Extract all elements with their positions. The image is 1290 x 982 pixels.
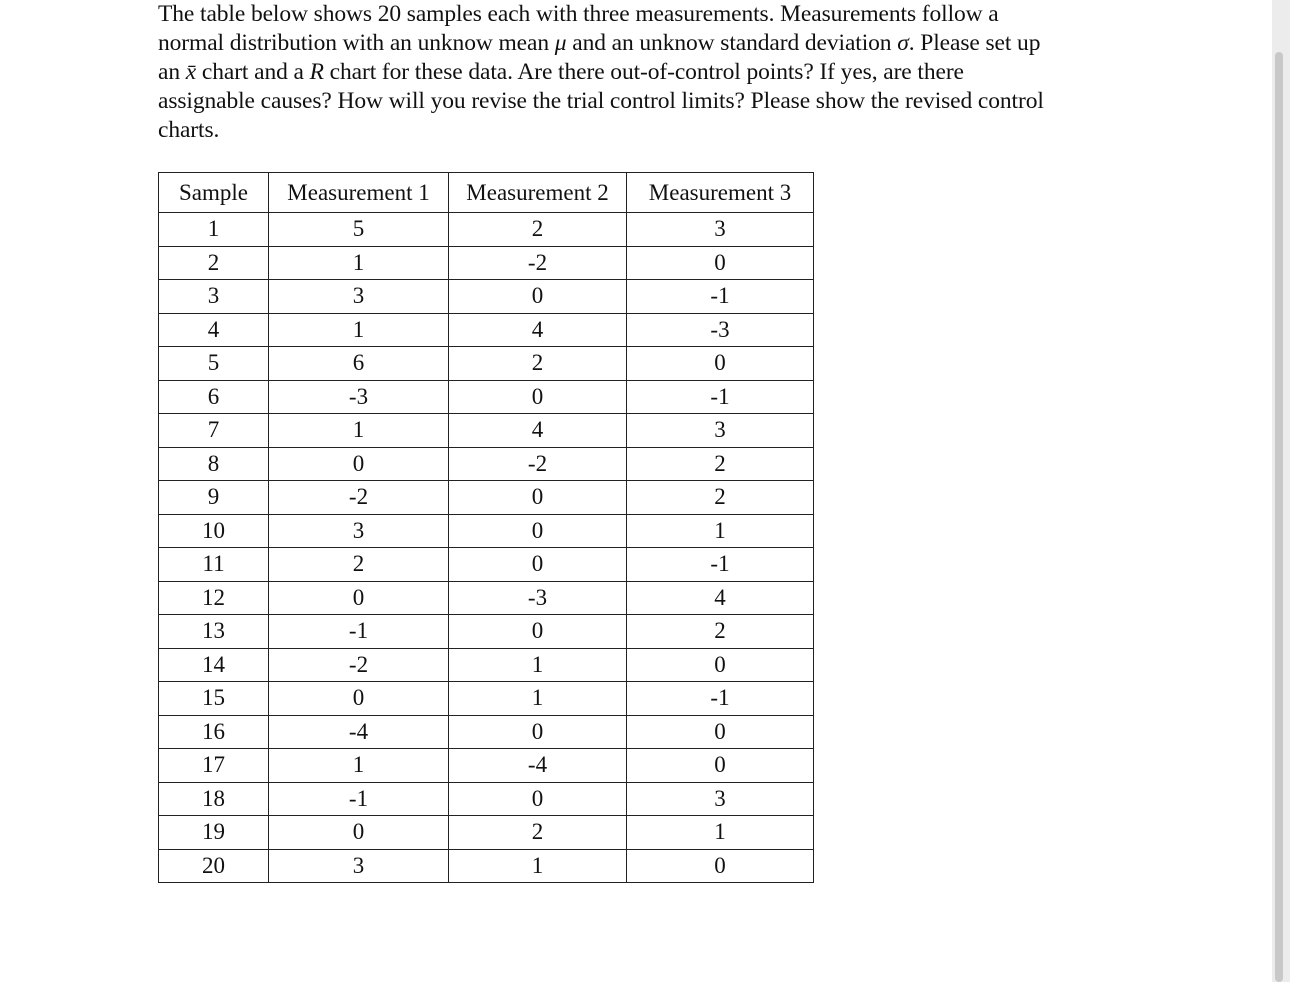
table-row: [159, 682, 814, 716]
measurement-3-cell: 0: [627, 849, 814, 883]
measurement-3-cell: -1: [627, 548, 814, 582]
measurement-2-cell: 1: [449, 648, 627, 682]
table-row: [159, 816, 814, 850]
measurement-3-cell: 0: [627, 347, 814, 381]
measurement-2-cell: 0: [449, 615, 627, 649]
measurement-1-cell: 1: [269, 313, 449, 347]
measurement-1-cell: -1: [269, 782, 449, 816]
table-row: [159, 313, 814, 347]
table-row: [159, 514, 814, 548]
measurement-3-cell: 3: [627, 782, 814, 816]
measurement-1-cell: 3: [269, 849, 449, 883]
measurement-3-cell: 0: [627, 715, 814, 749]
sample-cell: 13: [159, 615, 269, 649]
question-text: [158, 0, 1148, 145]
sigma-symbol: σ: [897, 30, 909, 56]
table-row: [159, 380, 814, 414]
measurement-2-cell: -4: [449, 749, 627, 783]
measurement-2-cell: 1: [449, 849, 627, 883]
question-line-2b: and an unknow standard deviation: [566, 30, 898, 56]
measurement-2-cell: 0: [449, 280, 627, 314]
measurement-3-cell: 4: [627, 581, 814, 615]
measurement-1-cell: 3: [269, 280, 449, 314]
measurement-1-cell: -4: [269, 715, 449, 749]
sample-cell: 20: [159, 849, 269, 883]
sample-cell: 5: [159, 347, 269, 381]
mu-symbol: μ: [554, 30, 567, 56]
measurement-1-cell: 1: [269, 246, 449, 280]
table-row: [159, 213, 814, 247]
measurement-2-cell: 1: [449, 682, 627, 716]
sample-cell: 11: [159, 548, 269, 582]
measurement-1-cell: -1: [269, 615, 449, 649]
measurement-3-cell: 2: [627, 615, 814, 649]
sample-cell: 18: [159, 782, 269, 816]
measurement-1-cell: 0: [269, 447, 449, 481]
sample-cell: 4: [159, 313, 269, 347]
question-line-5: charts.: [158, 117, 220, 143]
measurement-2-cell: -3: [449, 581, 627, 615]
measurement-1-cell: 3: [269, 514, 449, 548]
sample-cell: 9: [159, 481, 269, 515]
measurement-3-cell: 0: [627, 749, 814, 783]
measurement-3-cell: 3: [627, 414, 814, 448]
table-row: [159, 280, 814, 314]
measurement-3-cell: -3: [627, 313, 814, 347]
xbar-symbol: x̄: [185, 59, 197, 85]
measurement-1-cell: 6: [269, 347, 449, 381]
sample-cell: 16: [159, 715, 269, 749]
question-line-2a: normal distribution with an unknow mean: [158, 30, 555, 56]
sample-cell: 19: [159, 816, 269, 850]
measurements-table: [158, 172, 814, 883]
question-line-3a: an: [158, 59, 186, 85]
measurement-2-cell: 0: [449, 514, 627, 548]
table-row: [159, 849, 814, 883]
measurement-2-cell: 0: [449, 380, 627, 414]
header-measurement-3: Measurement 3: [627, 173, 814, 213]
measurement-3-cell: 2: [627, 481, 814, 515]
header-measurement-1: Measurement 1: [269, 173, 449, 213]
measurement-1-cell: -3: [269, 380, 449, 414]
measurement-3-cell: -1: [627, 280, 814, 314]
sample-cell: 2: [159, 246, 269, 280]
question-line-4: assignable causes? How will you revise the trial control limits? Please show the revised control: [158, 88, 1044, 114]
r-symbol: R: [309, 59, 324, 85]
table-row: [159, 414, 814, 448]
table-row: [159, 481, 814, 515]
table-row: [159, 347, 814, 381]
sample-cell: 14: [159, 648, 269, 682]
measurement-2-cell: -2: [449, 246, 627, 280]
measurement-1-cell: -2: [269, 481, 449, 515]
sample-cell: 7: [159, 414, 269, 448]
measurement-2-cell: 2: [449, 816, 627, 850]
sample-cell: 6: [159, 380, 269, 414]
question-line-2c: . Please set up: [908, 30, 1041, 56]
measurement-2-cell: 2: [449, 347, 627, 381]
table-row: [159, 648, 814, 682]
table-body: [159, 213, 814, 883]
question-line-3b: chart and a: [196, 59, 310, 85]
measurement-3-cell: 0: [627, 246, 814, 280]
question-line-3c: chart for these data. Are there out-of-control points? If yes, are there: [323, 59, 964, 85]
header-measurement-2: Measurement 2: [449, 173, 627, 213]
sample-cell: 17: [159, 749, 269, 783]
table-row: [159, 447, 814, 481]
measurement-1-cell: 1: [269, 749, 449, 783]
measurement-1-cell: 0: [269, 816, 449, 850]
question-line-1: The table below shows 20 samples each with three measurements. Measurements follow a: [158, 1, 999, 27]
table-row: [159, 782, 814, 816]
header-sample: Sample: [159, 173, 269, 213]
table-row: [159, 749, 814, 783]
measurement-3-cell: 1: [627, 816, 814, 850]
measurement-2-cell: 0: [449, 548, 627, 582]
sample-cell: 12: [159, 581, 269, 615]
measurement-2-cell: 0: [449, 782, 627, 816]
measurement-2-cell: 0: [449, 481, 627, 515]
sample-cell: 15: [159, 682, 269, 716]
sample-cell: 8: [159, 447, 269, 481]
table-row: [159, 548, 814, 582]
measurement-3-cell: 1: [627, 514, 814, 548]
sample-cell: 10: [159, 514, 269, 548]
measurement-2-cell: 4: [449, 414, 627, 448]
measurement-3-cell: -1: [627, 380, 814, 414]
measurement-3-cell: -1: [627, 682, 814, 716]
table-row: [159, 615, 814, 649]
scrollbar-thumb[interactable]: [1275, 52, 1283, 982]
measurement-3-cell: 2: [627, 447, 814, 481]
table-row: [159, 246, 814, 280]
measurement-2-cell: 4: [449, 313, 627, 347]
measurement-2-cell: -2: [449, 447, 627, 481]
measurement-1-cell: 0: [269, 682, 449, 716]
table-row: [159, 715, 814, 749]
sample-cell: 3: [159, 280, 269, 314]
sample-cell: 1: [159, 213, 269, 247]
measurement-3-cell: 0: [627, 648, 814, 682]
measurement-1-cell: 1: [269, 414, 449, 448]
table-header-row: [159, 173, 814, 213]
measurement-1-cell: 2: [269, 548, 449, 582]
measurement-2-cell: 0: [449, 715, 627, 749]
table-row: [159, 581, 814, 615]
measurement-1-cell: -2: [269, 648, 449, 682]
measurement-1-cell: 0: [269, 581, 449, 615]
measurement-3-cell: 3: [627, 213, 814, 247]
measurement-1-cell: 5: [269, 213, 449, 247]
measurement-2-cell: 2: [449, 213, 627, 247]
